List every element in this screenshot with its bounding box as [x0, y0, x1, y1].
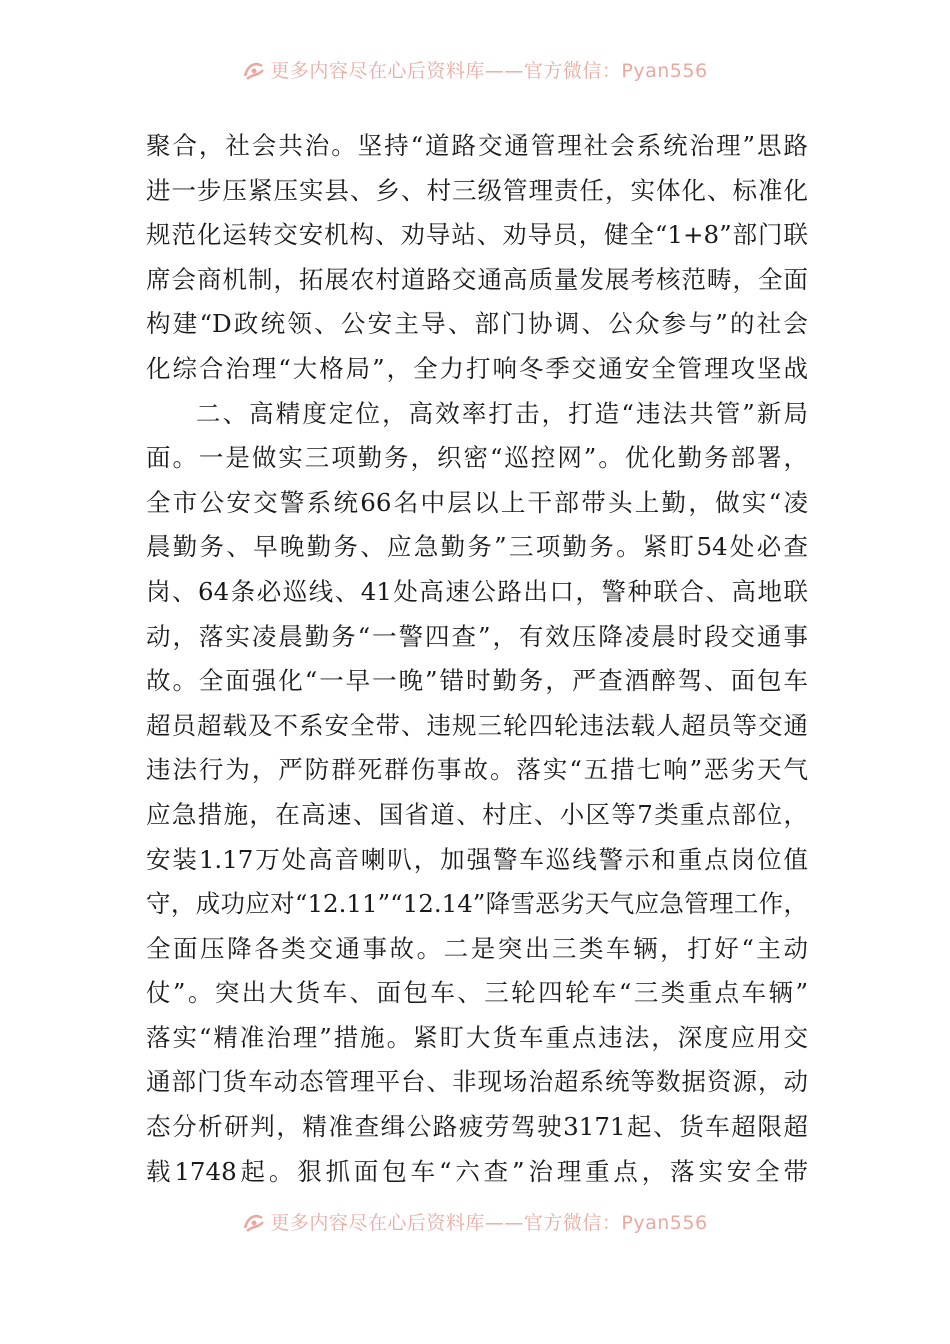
text-line: 仗”。突出大货车、面包车、三轮四轮车“三类重点车辆” — [146, 978, 808, 1008]
logo-icon — [242, 1212, 266, 1234]
text-line: 应急措施，在高速、国省道、村庄、小区等7类重点部位， — [146, 799, 808, 829]
text-line: 全面压降各类交通事故。二是突出三类车辆，打好“主动 — [146, 933, 808, 963]
watermark-text: 更多内容尽在心后资料库——官方微信：Pyan556 — [270, 1212, 708, 1234]
text-line: 守，成功应对“12.11”“12.14”降雪恶劣天气应急管理工作， — [146, 889, 808, 919]
paragraph — [146, 124, 808, 392]
text-line: 构建“D政统领、公安主导、部门协调、公众参与”的社会 — [146, 309, 808, 339]
text-line: 化综合治理“大格局”，全力打响冬季交通安全管理攻坚战 — [146, 353, 808, 383]
text-line: 超员超载及不系安全带、违规三轮四轮违法载人超员等交通 — [146, 710, 808, 740]
text-line: 故。全面强化“一早一晚”错时勤务，严查酒醉驾、面包车 — [146, 666, 808, 696]
logo-icon — [242, 60, 266, 82]
text-line: 规范化运转交安机构、劝导站、劝导员，健全“1+8”部门联 — [146, 220, 808, 250]
text-line: 动，落实凌晨勤务“一警四查”，有效压降凌晨时段交通事 — [146, 621, 808, 651]
text-line: 席会商机制，拓展农村道路交通高质量发展考核范畴，全面 — [146, 264, 808, 294]
footer-watermark — [0, 1208, 950, 1235]
text-line: 岗、64条必巡线、41处高速公路出口，警种联合、高地联 — [146, 576, 808, 606]
header-watermark — [0, 56, 950, 83]
paragraph — [146, 392, 808, 1195]
text-line: 全市公安交警系统66名中层以上干部带头上勤，做实“凌 — [146, 487, 808, 517]
text-line: 违法行为，严防群死群伤事故。落实“五措七响”恶劣天气 — [146, 755, 808, 785]
text-line: 面。一是做实三项勤务，织密“巡控网”。优化勤务部署， — [146, 443, 808, 473]
text-line: 通部门货车动态管理平台、非现场治超系统等数据资源，动 — [146, 1067, 808, 1097]
text-line: 晨勤务、早晚勤务、应急勤务”三项勤务。紧盯54处必查 — [146, 532, 808, 562]
text-line: 进一步压紧压实县、乡、村三级管理责任，实体化、标准化 — [146, 175, 808, 205]
text-line: 安装1.17万处高音喇叭，加强警车巡线警示和重点岗位值 — [146, 844, 808, 874]
document-body — [146, 124, 808, 1194]
watermark-text: 更多内容尽在心后资料库——官方微信：Pyan556 — [270, 60, 708, 82]
text-line: 聚合，社会共治。坚持“道路交通管理社会系统治理”思路 — [146, 131, 808, 160]
text-line: 落实“精准治理”措施。紧盯大货车重点违法，深度应用交 — [146, 1022, 808, 1052]
text-line: 二、高精度定位，高效率打击，打造“违法共管”新局 — [196, 398, 808, 428]
text-line: 载1748起。狠抓面包车“六查”治理重点，落实安全带 — [146, 1156, 808, 1186]
text-line: 态分析研判，精准查缉公路疲劳驾驶3171起、货车超限超 — [146, 1112, 808, 1142]
